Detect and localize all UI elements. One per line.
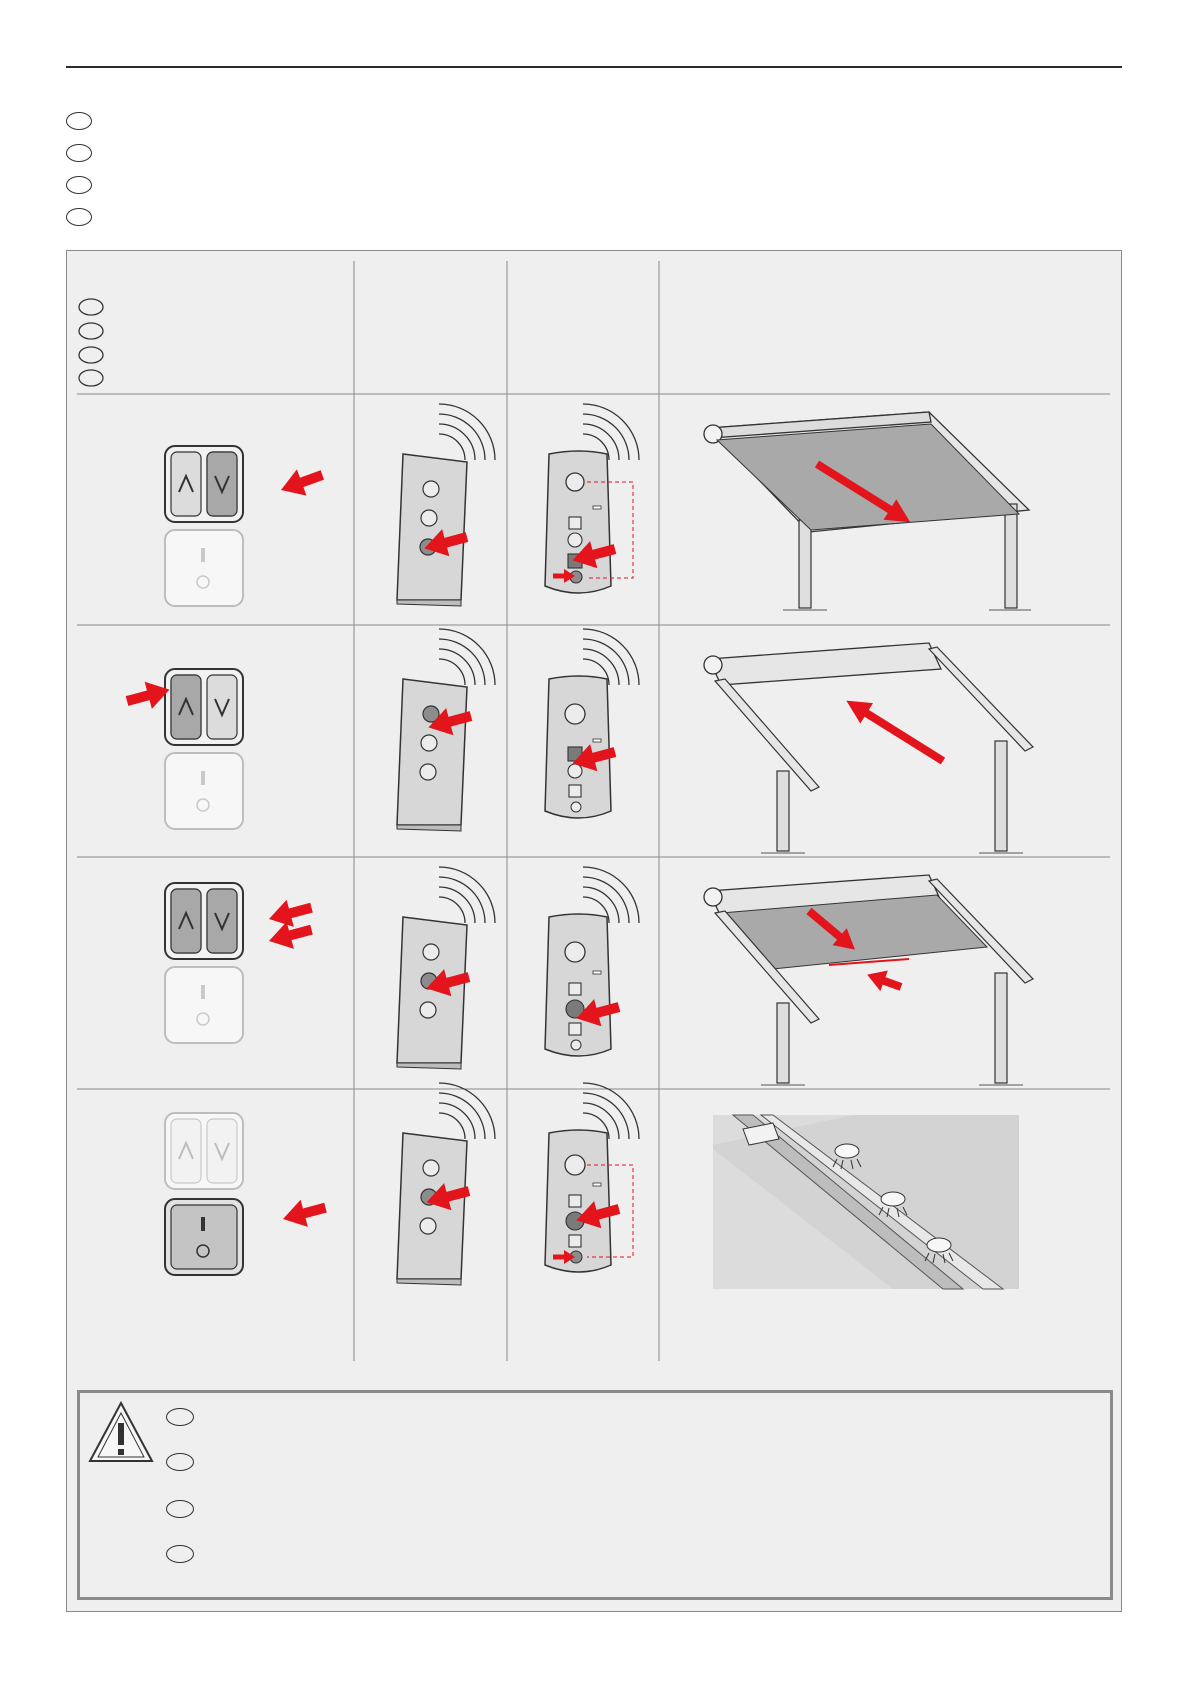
- remote-multichannel-icon: [545, 1083, 639, 1272]
- language-marker-3: [66, 176, 96, 196]
- wall-switch-light-icon: [165, 530, 243, 606]
- warning-language-marker-4: [166, 1545, 194, 1563]
- language-marker-4: [66, 208, 96, 228]
- wall-switch-light-icon: [165, 1199, 243, 1275]
- row-close: [165, 404, 1031, 610]
- language-marker-2: [66, 144, 96, 164]
- wall-switch-updown-icon: [165, 883, 243, 959]
- wall-switch-light-icon: [165, 753, 243, 829]
- warning-language-marker-3: [166, 1500, 194, 1518]
- language-marker-1: [66, 112, 96, 132]
- wall-switch-updown-icon: [165, 446, 243, 522]
- header-language-marker-4: [79, 370, 103, 386]
- remote-handheld-icon: [397, 404, 495, 606]
- wall-switch-updown-icon: [165, 1113, 243, 1189]
- wall-switch-updown-icon: [165, 669, 243, 745]
- pergola-stop-illustration: [704, 875, 1033, 1085]
- remote-multichannel-icon: [545, 629, 639, 818]
- arrow-icon: [276, 462, 327, 503]
- header-language-marker-1: [79, 299, 103, 315]
- remote-handheld-icon: [397, 1083, 495, 1285]
- remote-multichannel-icon: [545, 867, 639, 1056]
- header-language-marker-2: [79, 323, 103, 339]
- pergola-opening-illustration: [704, 643, 1033, 853]
- top-rule: [66, 66, 1122, 68]
- warning-language-marker-1: [166, 1408, 194, 1426]
- remote-handheld-icon: [397, 867, 495, 1069]
- pergola-closing-illustration: [704, 412, 1031, 610]
- row-light: [165, 1083, 1019, 1289]
- header-language-marker-3: [79, 347, 103, 363]
- arrow-icon: [279, 1194, 329, 1232]
- warning-triangle-icon: [86, 1399, 156, 1467]
- row-stop: [165, 867, 1033, 1085]
- wall-switch-light-icon: [165, 967, 243, 1043]
- warning-box: [77, 1390, 1113, 1600]
- warning-language-marker-2: [166, 1453, 194, 1471]
- led-light-rail-illustration: [713, 1115, 1019, 1289]
- row-open: [123, 629, 1033, 853]
